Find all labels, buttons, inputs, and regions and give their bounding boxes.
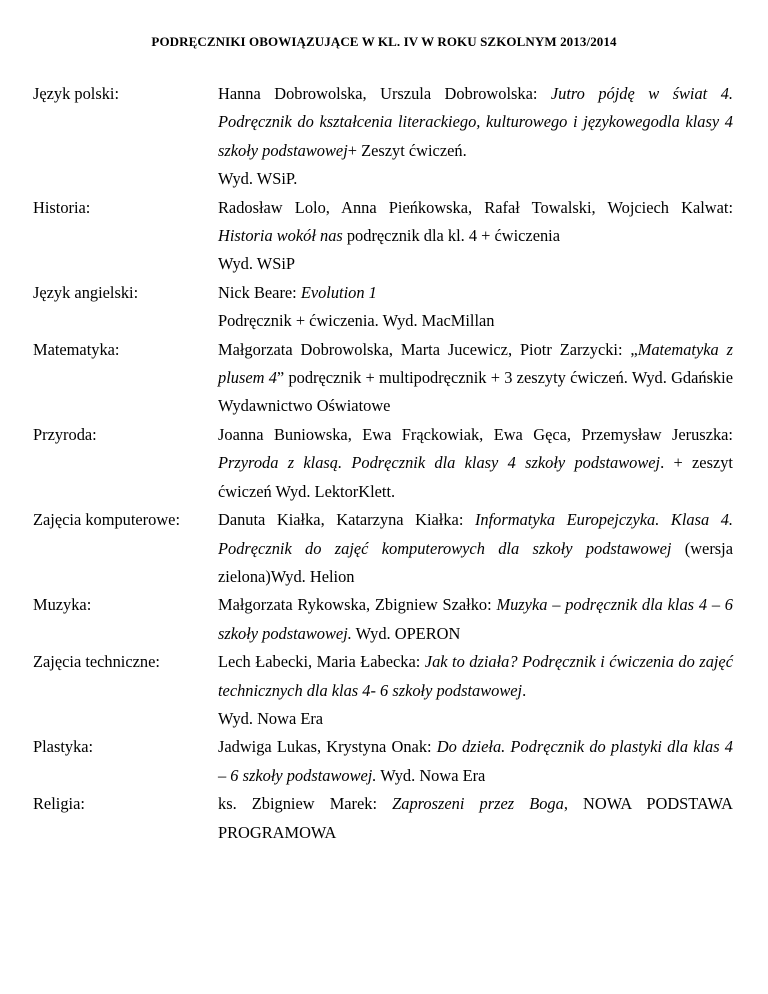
- authors: Nick Beare:: [218, 282, 301, 302]
- textbook-list: [33, 80, 733, 847]
- book-title: Matematyka z plusem 4: [218, 339, 733, 388]
- authors: Małgorzata Rykowska, Zbigniew Szałko:: [218, 595, 497, 615]
- subject-row-science: [33, 421, 733, 506]
- textbook-entry: [218, 421, 733, 506]
- textbook-description: [218, 194, 733, 251]
- book-extra: (wersja zielona)Wyd. Helion: [218, 538, 733, 586]
- book-title: Muzyka – podręcznik dla klas 4 – 6 szkoły podstawowej.: [218, 595, 734, 643]
- subject-row-math: [33, 336, 733, 421]
- textbook-description: [218, 790, 733, 847]
- textbook-entry: [218, 648, 733, 733]
- book-title: Jutro pójdę w świat 4. Podręcznik do kształcenia literackiego, kulturowego i językowegodla klasy 4 szkoły podstawowej: [218, 84, 733, 160]
- textbook-description: [218, 80, 733, 165]
- authors: Lech Łabecki, Maria Łabecka:: [218, 652, 425, 672]
- book-title: Jak to działa? Podręcznik i ćwiczenia do zajęć technicznych dla klas 4- 6 szkoły podstawowej: [218, 652, 733, 700]
- textbook-entry: [218, 733, 733, 790]
- textbook-entry: [218, 279, 733, 336]
- book-title: Zaproszeni przez Boga: [392, 794, 564, 814]
- textbook-entry: [218, 194, 733, 279]
- authors: Małgorzata Dobrowolska, Marta Jucewicz, Piotr Zarzycki: „: [218, 339, 638, 359]
- subject-label: Religia:: [33, 794, 85, 814]
- book-title: Evolution 1: [300, 282, 377, 302]
- publisher: Podręcznik + ćwiczenia. Wyd. MacMillan: [218, 311, 495, 331]
- subject-label: Przyroda:: [33, 424, 97, 444]
- textbook-description: [218, 591, 733, 648]
- subject-label: Muzyka:: [33, 595, 92, 615]
- textbook-description: [218, 279, 733, 307]
- book-extra: . + zeszyt ćwiczeń Wyd. LektorKlett.: [218, 453, 733, 501]
- page-title: PODRĘCZNIKI OBOWIĄZUJĄCE W KL. IV W ROKU SZKOLNYM 2013/2014: [151, 34, 617, 49]
- subject-label: Zajęcia techniczne:: [33, 652, 160, 672]
- book-extra: .: [522, 680, 527, 700]
- book-title: Historia wokół nas: [218, 226, 343, 246]
- authors: Jadwiga Lukas, Krystyna Onak:: [218, 737, 437, 757]
- publisher: Wyd. WSiP: [218, 254, 296, 274]
- subject-row-religion: [33, 790, 733, 847]
- textbook-entry: [218, 506, 733, 591]
- book-extra: , NOWA PODSTAWA PROGRAMOWA: [218, 794, 733, 842]
- subject-label: Matematyka:: [33, 339, 120, 359]
- textbook-entry: [218, 336, 733, 421]
- subject-label: Język angielski:: [33, 282, 139, 302]
- publisher: Wyd. Nowa Era: [218, 708, 324, 728]
- book-title: Do dzieła. Podręcznik do plastyki dla klas 4 – 6 szkoły podstawowej.: [218, 737, 733, 785]
- book-extra: + Zeszyt ćwiczeń.: [347, 140, 467, 160]
- textbook-entry: [218, 80, 733, 194]
- textbook-entry: [218, 591, 733, 648]
- subject-row-music: [33, 591, 733, 648]
- textbook-description: [218, 733, 733, 790]
- subject-row-english: [33, 279, 733, 336]
- textbook-entry: [218, 790, 733, 847]
- subject-row-technical: [33, 648, 733, 733]
- subject-row-computers: [33, 506, 733, 591]
- textbook-description: [218, 421, 733, 506]
- book-extra: ” podręcznik + multipodręcznik + 3 zeszyty ćwiczeń. Wyd. Gdańskie Wydawnictwo Oświatowe: [218, 368, 733, 416]
- book-title: Przyroda z klasą. Podręcznik dla klasy 4 szkoły podstawowej: [218, 453, 661, 473]
- textbook-description: [218, 506, 733, 591]
- subject-row-history: [33, 194, 733, 279]
- subject-label: Plastyka:: [33, 737, 94, 757]
- book-extra: podręcznik dla kl. 4 + ćwiczenia: [342, 226, 560, 246]
- book-extra: Wyd. OPERON: [351, 623, 461, 643]
- subject-label: Zajęcia komputerowe:: [33, 510, 180, 530]
- subject-row-polish: [33, 80, 733, 194]
- subject-label: Historia:: [33, 197, 91, 217]
- textbook-description: [218, 648, 733, 705]
- authors: Danuta Kiałka, Katarzyna Kiałka:: [218, 510, 475, 530]
- book-title: Informatyka Europejczyka. Klasa 4. Podręcznik do zajęć komputerowych dla szkoły podstawowej: [218, 510, 733, 558]
- authors: ks. Zbigniew Marek:: [218, 794, 393, 814]
- publisher: Wyd. WSiP.: [218, 169, 298, 189]
- textbook-description: [218, 336, 733, 421]
- authors: Joanna Buniowska, Ewa Frąckowiak, Ewa Gęca, Przemysław Jeruszka:: [218, 424, 733, 444]
- authors: Hanna Dobrowolska, Urszula Dobrowolska:: [218, 84, 551, 103]
- subject-row-art: [33, 733, 733, 790]
- authors: Radosław Lolo, Anna Pieńkowska, Rafał Towalski, Wojciech Kalwat:: [218, 197, 733, 217]
- book-extra: Wyd. Nowa Era: [376, 765, 486, 785]
- subject-label: Język polski:: [33, 84, 120, 103]
